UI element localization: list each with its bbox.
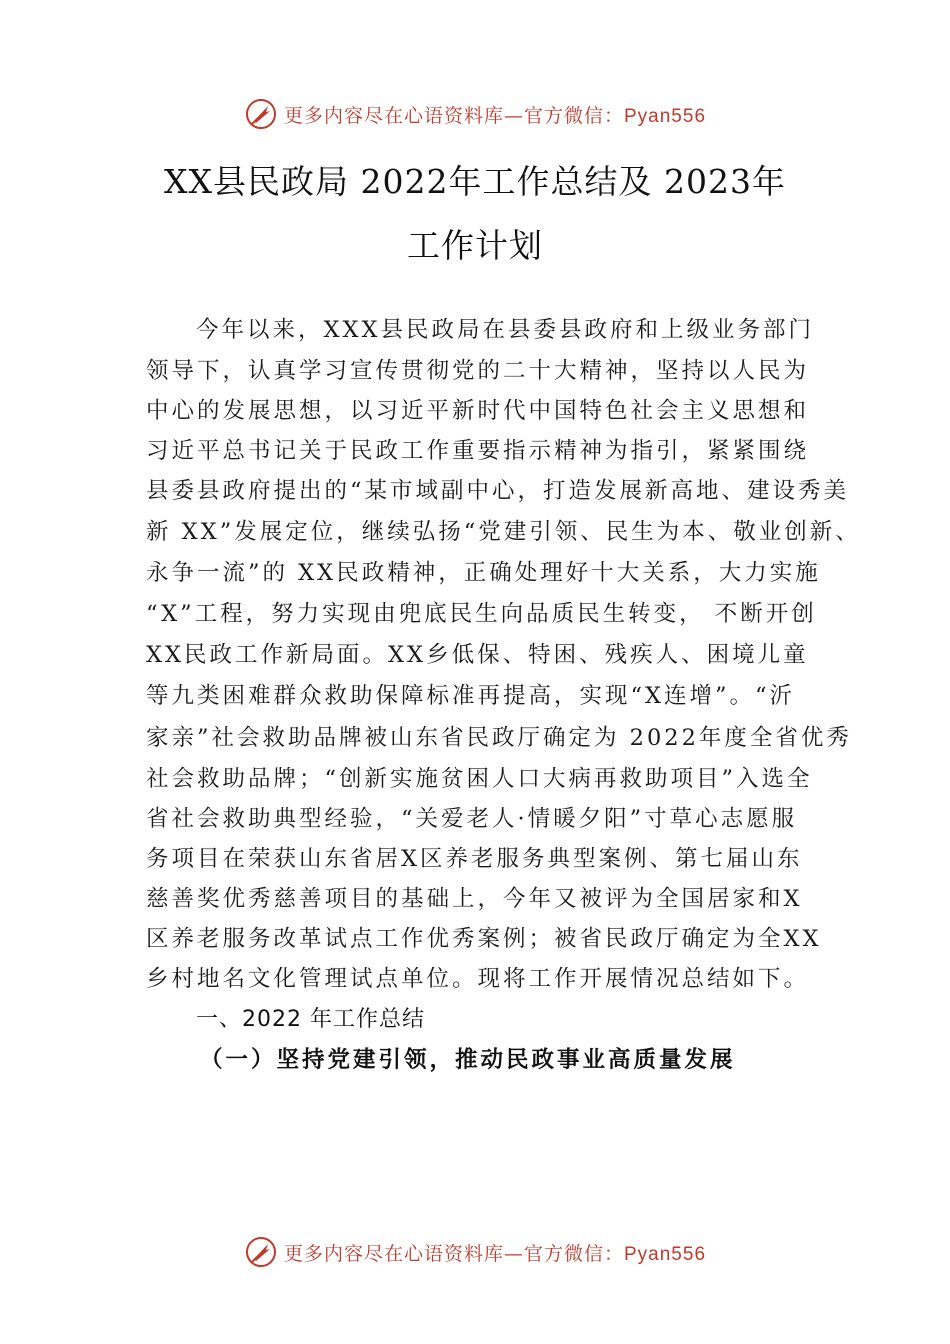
paragraph-line: “X”工程，努力实现由兜底民生向品质民生转变， 不断开创 <box>146 601 817 627</box>
document-title-line-1: XX县民政局 2022年工作总结及 2023年 <box>164 162 786 201</box>
watermark-footer <box>0 1232 950 1272</box>
subsection-heading: （一）坚持党建引领，推动民政事业高质量发展 <box>200 1047 736 1073</box>
quill-logo-icon <box>244 97 278 131</box>
section-heading: 一、2022 年工作总结 <box>196 1007 425 1032</box>
paragraph-line: 习近平总书记关于民政工作重要指示精神为指引，紧紧围绕 <box>146 438 810 464</box>
paragraph-line: 县委县政府提出的“某市域副中心，打造发展新高地、建设秀美 <box>146 478 850 504</box>
paragraph-line: 务项目在荣获山东省居X区养老服务典型案例、第七届山东 <box>146 846 803 872</box>
watermark-text: 更多内容尽在心语资料库—官方微信：Pyan556 <box>283 104 707 127</box>
paragraph-line: 新 XX”发展定位，继续弘扬“党建引领、民生为本、敬业创新、 <box>146 519 861 545</box>
paragraph-line: 中心的发展思想，以习近平新时代中国特色社会主义思想和 <box>146 398 810 424</box>
paragraph-line: 领导下，认真学习宣传贯彻党的二十大精神，坚持以人民为 <box>146 358 810 384</box>
watermark-header <box>0 94 950 134</box>
paragraph-line: 省社会救助典型经验，“关爱老人·情暖夕阳”寸草心志愿服 <box>146 806 798 832</box>
paragraph-line: 社会救助品牌；“创新实施贫困人口大病再救助项目”入选全 <box>146 766 813 792</box>
paragraph-line: 今年以来，XXX县民政局在县委县政府和上级业务部门 <box>196 317 815 343</box>
paragraph-line: 乡村地名文化管理试点单位。现将工作开展情况总结如下。 <box>146 966 810 992</box>
watermark-text: 更多内容尽在心语资料库—官方微信：Pyan556 <box>283 1242 707 1265</box>
paragraph-line: 慈善奖优秀慈善项目的基础上，今年又被评为全国居家和X <box>146 886 803 912</box>
paragraph-line: XX民政工作新局面。XX乡低保、特困、残疾人、困境儿童 <box>146 642 809 668</box>
quill-logo-icon <box>244 1235 278 1269</box>
paragraph-line: 永争一流”的 XX民政精神，正确处理好十大关系，大力实施 <box>146 560 821 586</box>
paragraph-line: 家亲”社会救助品牌被山东省民政厅确定为 2022年度全省优秀 <box>146 725 852 751</box>
paragraph-line: 等九类困难群众救助保障标准再提高，实现“X连增”。“沂 <box>146 683 796 709</box>
document-title-line-2: 工作计划 <box>407 226 543 265</box>
paragraph-line: 区养老服务改革试点工作优秀案例；被省民政厅确定为全XX <box>146 926 822 952</box>
